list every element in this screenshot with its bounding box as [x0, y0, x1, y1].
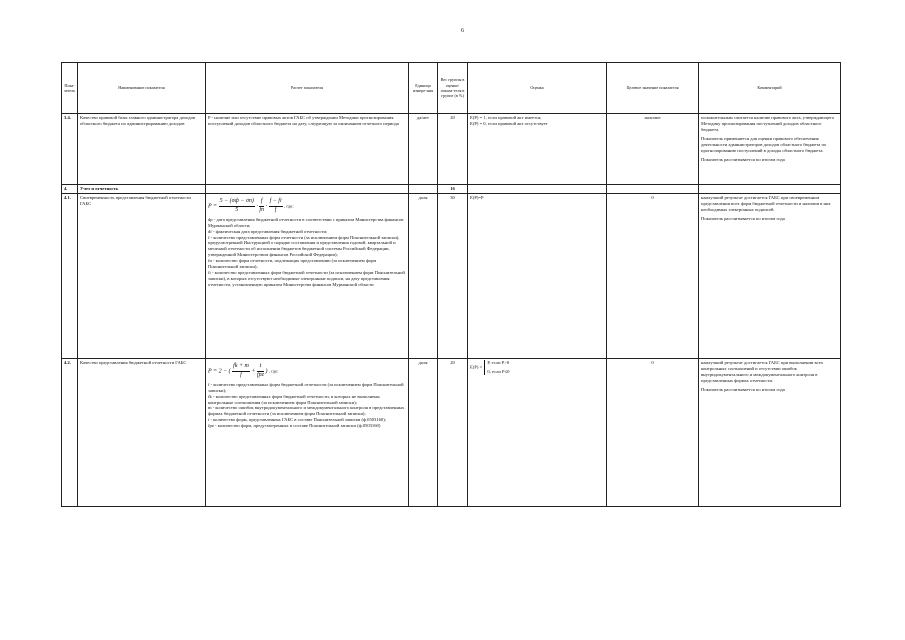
- calc-line: df - фактическая дата представления бюджетной отчетности;: [208, 228, 328, 234]
- section-code: 4.: [62, 185, 78, 194]
- row-name: Качество представления бюджетной отчетности ГАБС: [78, 359, 206, 507]
- row-calc: [206, 194, 409, 359]
- calc-line: dp - дата представления бюджетной отчетности в соответствии с приказом Министерства финансов Мурманской области;: [208, 216, 404, 228]
- row-name: Своевременность представления бюджетной отчетности ГАБС: [78, 194, 206, 359]
- row-comment: [699, 194, 841, 359]
- section-weight: 16: [438, 185, 468, 194]
- row-target: наличие: [607, 114, 699, 185]
- header-comment: Комментарий: [699, 63, 841, 114]
- row-weight: 30: [438, 194, 468, 359]
- header-target: Целевое значение показателя: [607, 63, 699, 114]
- row-comment: [699, 114, 841, 185]
- row-target: 0: [607, 359, 699, 507]
- header-calc: Расчет показателя: [206, 63, 409, 114]
- comment-paragraph: Показатель рассчитывается по итогам года: [701, 215, 785, 221]
- formula: P = $\frac{5 - (\sigma ф - \sigma п)}{5}$ · $\frac{f}{fп}$ · $\frac{f - fi}{f}$ , где:: [208, 198, 294, 213]
- calc-line: t - количество форм, представленных ГАБС в составе Пояснительной записки (ф.0503160);: [208, 417, 387, 423]
- row-eval: [468, 359, 607, 507]
- eval-case: P, если P>0: [487, 360, 510, 365]
- header-row: [62, 63, 841, 114]
- calc-line: f - количество представленных форм бюджетной отчетности (за исключением форм Пояснительной записки);: [208, 381, 404, 393]
- comment-paragraph: Показатель рассчитывается по итогам года: [701, 156, 785, 162]
- row-weight: 20: [438, 359, 468, 507]
- formula: P = 2 − ( $\frac{fk + m}{f}$ + $\frac{t}{\text{fpz}}$ ) , где:: [208, 363, 279, 378]
- eval-line: E(P) = 1, если правовой акт имеется;: [470, 115, 542, 120]
- header-name: Наименование показателя: [78, 63, 206, 114]
- row-code: 3.4.: [62, 114, 78, 185]
- eval-line: E(P) = 0, если правовой акт отсутствует: [470, 120, 548, 126]
- row-4-2: [62, 359, 841, 507]
- eval-lhs: E(P) =: [470, 364, 483, 370]
- eval-cases: [484, 360, 509, 375]
- row-comment: [699, 359, 841, 507]
- header-eval: Оценка: [468, 63, 607, 114]
- calc-line: m - количество ошибок внутридокументального и междокументального контроля в представленных формах бюджетной отчетности (за исключением форм Пояснительной записки);: [208, 405, 405, 417]
- row-weight: 20: [438, 114, 468, 185]
- comment-paragraph: Показатель рассчитывается по итогам года: [701, 386, 785, 392]
- row-3-4: [62, 114, 841, 185]
- page-number: 6: [461, 28, 464, 34]
- calc-line: fn - количество форм отчетности, подлежащих представлению (за исключением форм Пояснительной записки);: [208, 258, 377, 270]
- row-eval: E(P)=P: [468, 194, 607, 359]
- row-code: 4.1.: [62, 194, 78, 359]
- row-unit: доля: [409, 194, 438, 359]
- row-code: 4.2.: [62, 359, 78, 507]
- row-unit: доля: [409, 359, 438, 507]
- header-code: Пока-затель: [62, 63, 78, 114]
- calc-line: fpz - количество форм, предусмотренных в составе Пояснительной записки (ф.0503160): [208, 423, 381, 429]
- row-calc: [206, 359, 409, 507]
- row-name: Качество правовой базы главного администратора доходов областного бюджета по администрированию доходов: [78, 114, 206, 185]
- calc-line: fk - количество представленных форм бюджетной отчетности, в которых не выполнены контрольные соотношения (за исключением форм Пояснительной записки);: [208, 393, 380, 405]
- calc-line: f - количество представленных форм отчетности (за исключением форм Пояснительной записки), предусмотренной Инструкцией о порядке составления и представления годовой, квартальной и месячной отчетности об исполнении бюджетов бюджетной системы Российской Федерации, утвержденной Министерством финансов Российской Федерации);: [208, 234, 400, 258]
- comment-paragraph: Показатель применяется для оценки правового обеспечения деятельности администраторов доходов областного бюджета по прогнозированию поступлений в доходы областного бюджета.: [701, 135, 827, 153]
- section-row-4: [62, 185, 841, 194]
- comment-paragraph: наилучший результат достигается ГАБС при своевременном представлении всех форм бюджетной отчетности и наличии в них необходимых электронных подписей.: [701, 195, 831, 212]
- section-name: Учет и отчетность: [78, 185, 206, 194]
- indicators-table: [61, 62, 841, 507]
- comment-paragraph: наилучший результат достигается ГАБС при выполнении всех контрольных соотношений и отсутствии ошибок внутридокументального и междокументального контроля в представленных формах отчетности.: [701, 360, 824, 383]
- row-target: 0: [607, 194, 699, 359]
- row-unit: да/нет: [409, 114, 438, 185]
- comment-paragraph: положительным считается наличие правового акта, утверждающего Методику прогнозирования поступлений доходов областного бюджета.: [701, 115, 835, 132]
- eval-case: 0, если P≤0: [487, 368, 510, 374]
- row-calc: P - наличие или отсутствие правовых актов ГАБС об утверждении Методики прогнозирования поступлений доходов областного бюджета на дату, следующую за окончанием отчетного периода: [206, 114, 409, 185]
- row-4-1: [62, 194, 841, 359]
- calc-line: fi - количество представленных форм бюджетной отчетности (за исключением форм Пояснительной записки), в которых отсутствуют необходимые электронные подписи, на дату представления отчетности, установленную приказом Министерства финансов Мурманской области: [208, 270, 405, 288]
- header-unit: Единица измере-ния: [409, 63, 438, 114]
- row-eval: [468, 114, 607, 185]
- header-weight: Вес группы в оценке/ показа-теля в группе (в %): [438, 63, 468, 114]
